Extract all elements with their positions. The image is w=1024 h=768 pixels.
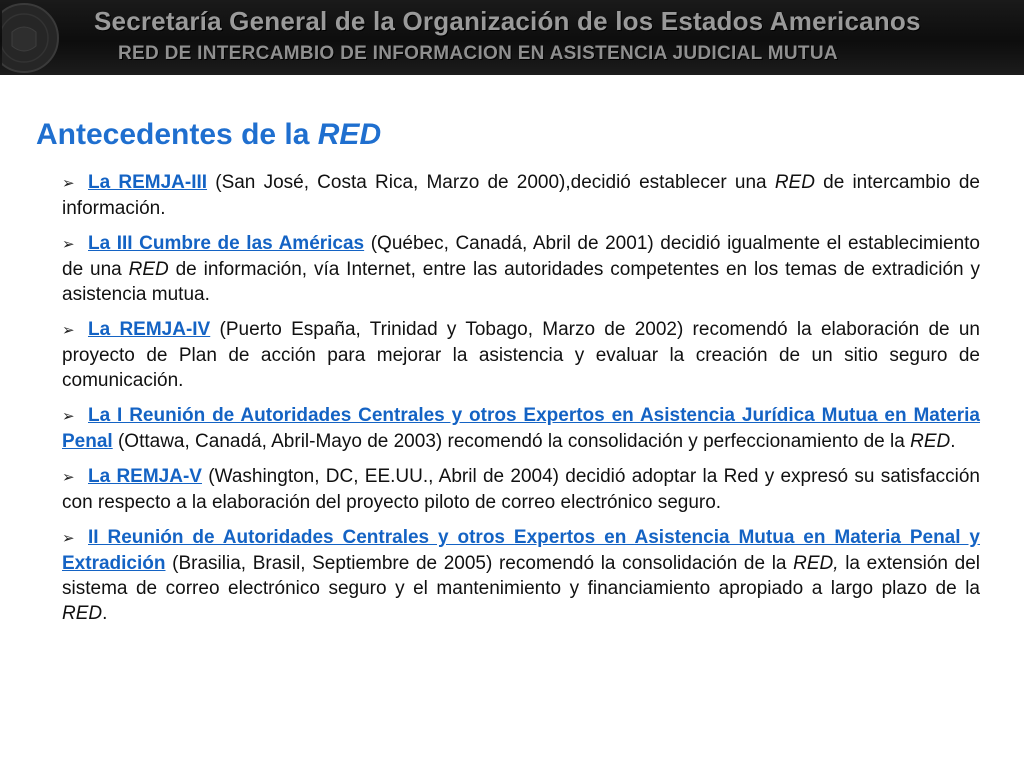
- slide-header-banner: [0, 0, 1024, 75]
- page-title: [36, 118, 381, 152]
- remja-v-link[interactable]: La REMJA-V: [88, 466, 202, 487]
- remja-iv-link[interactable]: La REMJA-IV: [88, 319, 211, 340]
- list-item: ➢ La I Reunión de Autoridades Centrales y otros Expertos en Asistencia Jurídica Mutua en Materia Penal (Ottawa, Canadá, Abril-Mayo de 2003) recomendó la consolidación y perfeccionamiento de la RED.: [62, 405, 980, 452]
- cumbre-americas-link[interactable]: La III Cumbre de las Américas: [88, 233, 365, 254]
- header-subtitle: RED DE INTERCAMBIO DE INFORMACION EN ASISTENCIA JUDICIAL MUTUA: [118, 43, 838, 64]
- list-item: ➢ II Reunión de Autoridades Centrales y otros Expertos en Asistencia Mutua en Materia Penal y Extradición (Brasilia, Brasil, Septiembre de 2005) recomendó la consolidación de la RED, la extensión del sistema de correo electrónico seguro y el mantenimiento y financiamiento apropiado a largo plazo de la RED.: [62, 527, 980, 624]
- arrow-bullet-icon: ➢: [62, 408, 75, 425]
- background-list: [62, 170, 980, 636]
- arrow-bullet-icon: ➢: [62, 469, 75, 486]
- list-item: ➢ La REMJA-V (Washington, DC, EE.UU., Abril de 2004) decidió adoptar la Red y expresó su satisfacción con respecto a la elaboración del proyecto piloto de correo electrónico seguro.: [62, 466, 980, 513]
- list-item: ➢ La REMJA-III (San José, Costa Rica, Marzo de 2000),decidió establecer una RED de intercambio de información.: [62, 172, 980, 219]
- arrow-bullet-icon: ➢: [62, 322, 75, 339]
- arrow-bullet-icon: ➢: [62, 530, 75, 547]
- page-title-prefix: Antecedentes de la: [36, 118, 318, 151]
- reunion-autoridades-centrales-i-link[interactable]: La I Reunión de Autoridades Centrales y otros Expertos en Asistencia Jurídica Mutua en Materia Penal: [62, 405, 980, 452]
- list-item: ➢ La REMJA-IV (Puerto España, Trinidad y Tobago, Marzo de 2002) recomendó la elaboración de un proyecto de Plan de acción para mejorar la asistencia y evaluar la creación de un sitio seguro de comunicación.: [62, 319, 980, 391]
- arrow-bullet-icon: ➢: [62, 175, 75, 192]
- header-title: Secretaría General de la Organización de los Estados Americanos: [94, 6, 921, 36]
- page-title-emphasis: RED: [317, 118, 382, 151]
- reunion-autoridades-centrales-ii-link[interactable]: II Reunión de Autoridades Centrales y otros Expertos en Asistencia Mutua en Materia Penal y Extradición: [62, 527, 980, 574]
- list-item: ➢ La III Cumbre de las Américas (Québec, Canadá, Abril de 2001) decidió igualmente el establecimiento de una RED de información, vía Internet, entre las autoridades competentes en los temas de extradición y asistencia mutua.: [62, 233, 980, 305]
- remja-iii-link[interactable]: La REMJA-III: [88, 172, 208, 193]
- oas-seal-icon: [2, 2, 80, 74]
- arrow-bullet-icon: ➢: [62, 236, 75, 253]
